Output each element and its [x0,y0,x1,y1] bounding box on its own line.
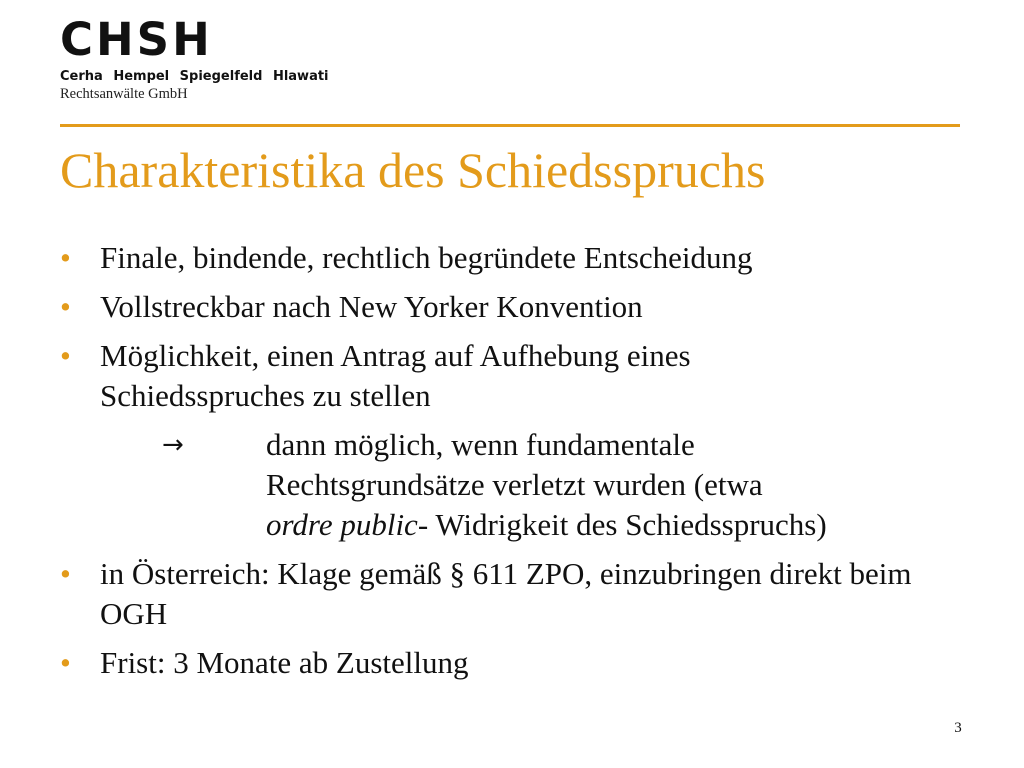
bullet-item [60,336,960,416]
header-divider [60,124,960,127]
bullet-icon: • [60,338,71,373]
bullet-text: in Österreich: Klage gemäß § 611 ZPO, einzubringen direkt beim OGH [100,556,912,631]
bullet-icon: • [60,645,71,680]
bullet-text: Finale, bindende, rechtlich begründete Entscheidung [100,240,753,275]
slide-title: Charakteristika des Schiedsspruchs [60,142,766,198]
logo-firm-name: Rechtsanwälte GmbH [60,86,188,102]
sub-item-italic: ordre public [266,507,418,542]
bullet-text: Möglichkeit, einen Antrag auf Aufhebung eines Schiedsspruches zu stellen [100,338,691,413]
bullet-item [60,287,960,327]
bullet-text: Frist: 3 Monate ab Zustellung [100,645,469,680]
page-number: 3 [954,720,962,736]
bullet-text: Vollstreckbar nach New Yorker Konvention [100,289,643,324]
bullet-icon: • [60,556,71,591]
bullet-item [60,643,960,683]
sub-item-line-3: - Widrigkeit des Schiedsspruchs) [417,507,827,542]
sub-item-line-1: dann möglich, wenn fundamentale [266,427,695,462]
bullet-item [60,554,960,634]
right-arrow-icon: → [162,430,184,460]
logo-partners: Cerha Hempel Spiegelfeld Hlawati [60,69,329,84]
bullet-icon: • [60,240,71,275]
firm-logo [60,14,329,103]
bullet-list [60,238,960,692]
bullet-icon: • [60,289,71,324]
logo-mark: CHSH [60,13,213,66]
sub-item [60,425,960,545]
bullet-item [60,238,960,278]
sub-item-line-2: Rechtsgrundsätze verletzt wurden (etwa [266,467,763,502]
